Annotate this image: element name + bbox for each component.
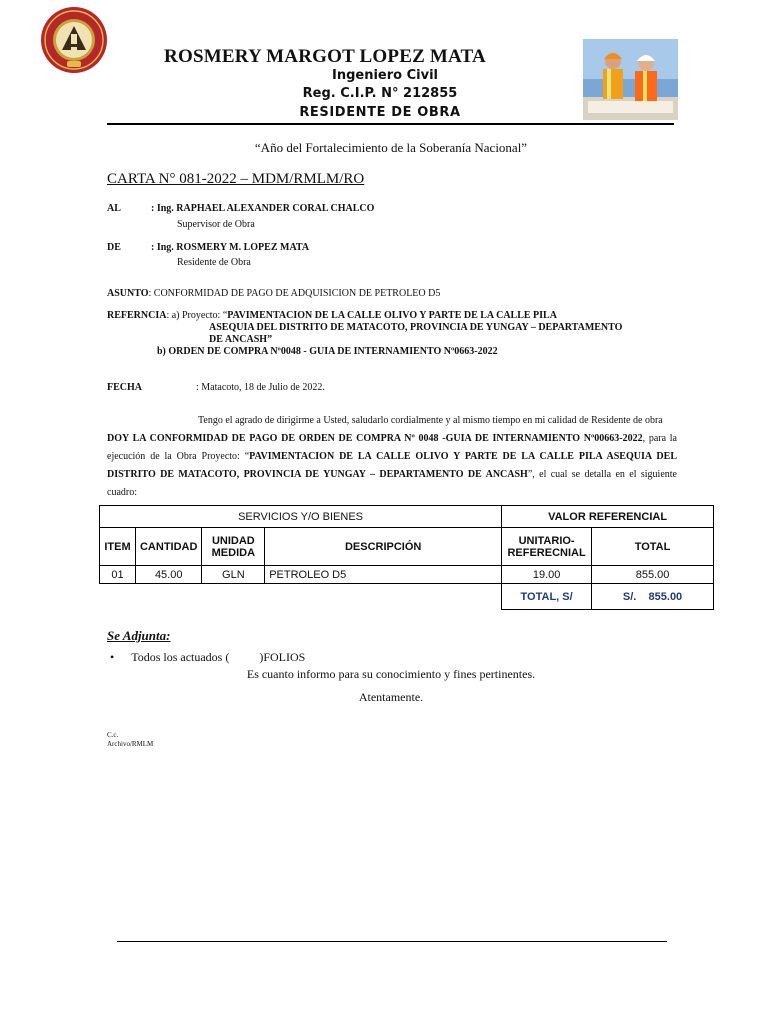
from-position: Residente de Obra [177,257,251,268]
col-qty: CANTIDAD [135,528,201,566]
cell-unit-price: 19.00 [502,566,592,584]
bullet-dot: • [110,650,115,664]
from-label: DE [107,242,121,253]
reference-a [107,310,557,321]
reference-label: REFERNCIA [107,310,167,321]
col-desc: DESCRIPCIÓN [265,528,502,566]
from-name: : Ing. ROSMERY M. LOPEZ MATA [151,242,310,253]
subject-label: ASUNTO [107,288,149,299]
group-services-header: SERVICIOS Y/O BIENES [100,506,502,528]
services-table [99,505,714,610]
closing-regards: Atentamente. [358,690,424,704]
author-registration: Reg. C.I.P. N° 212855 [302,86,458,101]
body-paragraph [107,430,677,502]
table-row [100,566,714,584]
subject [107,288,440,299]
cell-desc: PETROLEO D5 [265,566,502,584]
reference-a-line1: PAVIMENTACION DE LA CALLE OLIVO Y PARTE DE LA CALLE PILA [227,310,557,321]
footer-divider [117,941,667,942]
attachments-text: Todos los actuados ( )FOLIOS [131,650,306,664]
total-value: S/. 855.00 [592,584,714,610]
reference-a-prefix: : a) Proyecto: “ [166,310,228,321]
cell-unit: GLN [202,566,265,584]
author-profession: Ingeniero Civil [332,68,438,83]
to-position: Supervisor de Obra [177,219,255,230]
cell-qty: 45.00 [135,566,201,584]
col-unit-price: UNITARIO- REFERECNIAL [502,528,592,566]
reference-a-line2: ASEQUIA DEL DISTRITO DE MATACOTO, PROVINCIA DE YUNGAY – DEPARTAMENTO [209,322,623,333]
body-intro: Tengo el agrado de dirigirme a Usted, saludarlo cordialmente y al mismo tiempo en mi calidad de Residente de obra [198,415,663,426]
author-name: ROSMERY MARGOT LOPEZ MATA [164,46,486,67]
date-text: : Matacoto, 18 de Julio de 2022. [196,382,325,393]
letter-code: CARTA N° 081-2022 – MDM/RMLM/RO [107,171,365,187]
reference-b: b) ORDEN DE COMPRA Nº0048 - GUIA DE INTERNAMIENTO Nº0663-2022 [157,346,498,357]
cc-block [107,731,153,749]
subject-text: : CONFORMIDAD DE PAGO DE ADQUISICION DE PETROLEO D5 [148,288,441,299]
attachments-item [110,650,305,665]
cc-archive: Archivo/RMLM [107,740,154,748]
col-total: TOTAL [592,528,714,566]
col-item: ITEM [100,528,136,566]
total-label: TOTAL, S/ [502,584,592,610]
header-divider [107,123,674,125]
closing-line: Es cuanto informo para su conocimiento y fines pertinentes. [246,667,536,681]
attachments-heading: Se Adjunta: [107,628,171,643]
col-unit: UNIDAD MEDIDA [202,528,265,566]
to-label: AL [107,203,121,214]
cell-item: 01 [100,566,136,584]
to-name: : Ing. RAPHAEL ALEXANDER CORAL CHALCO [151,203,375,214]
body-project: PAVIMENTACION DE LA CALLE OLIVO Y PARTE DE LA CALLE PILA ASEQUIA DEL DISTRITO DE MATACOTO, PROVINCIA DE YUNGAY – DEPARTAMENTO DE ANCASH [107,451,677,480]
group-value-header: VALOR REFERENCIAL [502,506,714,528]
date-label: FECHA [107,382,142,393]
cell-total: 855.00 [592,566,714,584]
author-role: RESIDENTE DE OBRA [299,105,461,120]
body-conformity: DOY LA CONFORMIDAD DE PAGO DE ORDEN DE COMPRA Nº 0048 -GUIA DE INTERNAMIENTO Nº00663-2022 [107,433,643,444]
reference-a-line3: DE ANCASH” [209,334,273,345]
cc-label: C.c. [107,731,119,739]
body-end: ”, el cual se detalla en el siguiente cuadro: [107,469,677,498]
body-rest: , para la ejecución de la Obra Proyecto: “ [107,433,677,462]
year-motto: “Año del Fortalecimiento de la Soberanía Nacional” [254,140,528,155]
